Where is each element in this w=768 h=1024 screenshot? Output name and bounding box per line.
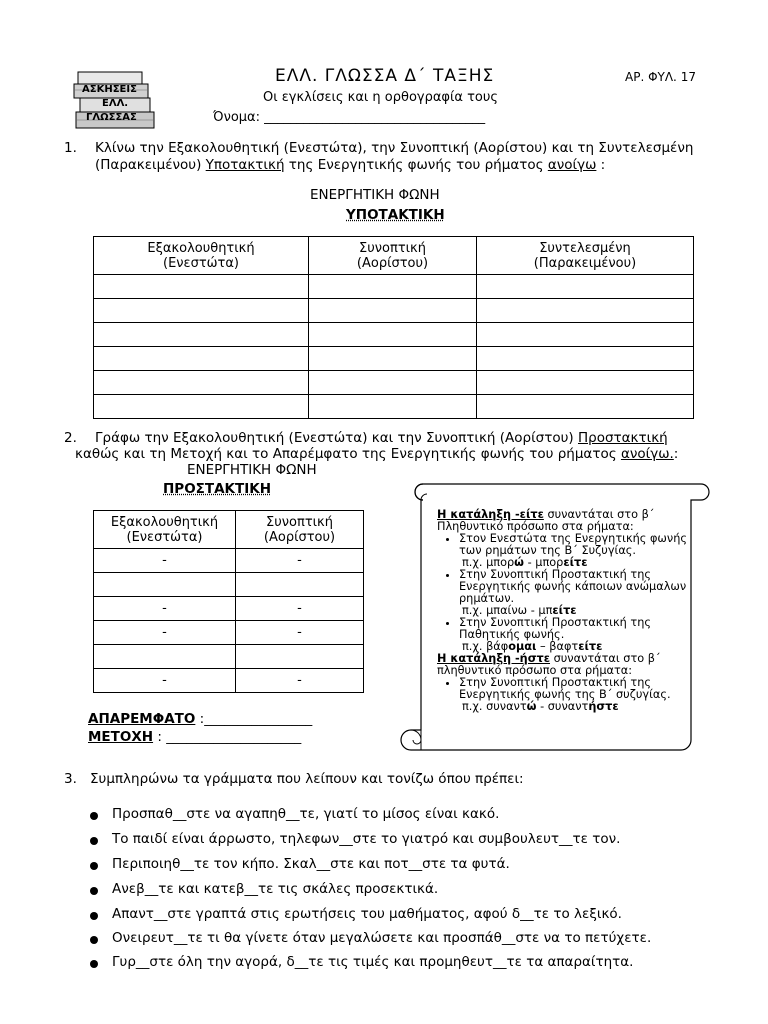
table-row xyxy=(94,549,364,573)
table-row xyxy=(94,597,364,621)
q2-col-aorist-l1: Συνοπτική xyxy=(266,514,333,530)
rule-iste-label: Η κατάληξη -ήστε xyxy=(437,652,551,665)
exercise-item[interactable]: Το παιδί είναι άρρωστο, τηλεφων__στε το γιατρό και συμβουλευτ__τε τον. xyxy=(112,831,621,847)
list-item: • Στον Ενεστώτα της Ενεργητικής φωνής των ρημάτων της Β΄ Συζυγίας. xyxy=(459,533,702,557)
exercise-item[interactable]: Περιποιηθ__τε τον κήπο. Σκαλ__στε και ποτ__στε τα φυτά. xyxy=(112,856,510,872)
q1-verb: ανοίγω xyxy=(547,157,597,173)
rule-eite-text: συναντάται στο β΄ xyxy=(543,508,655,521)
exercise-item[interactable]: Ονειρευτ__τε τι θα γίνετε όταν μεγαλώσετε και προσπάθ__στε να το πετύχετε. xyxy=(112,930,652,946)
example-ending: ώ xyxy=(526,700,537,713)
sheet-number: ΑΡ. ΦΥΛ. 17 xyxy=(625,70,696,84)
rule-iste-text: συναντάται στο β΄ xyxy=(550,652,661,665)
rule-eite-text-2: Πληθυντικό πρόσωπο στα ρήματα: xyxy=(437,520,634,533)
example-text: – βαφτ xyxy=(536,640,579,653)
example-text: π.χ. βάφ xyxy=(462,640,509,653)
answer-cell[interactable] xyxy=(94,573,236,597)
participle-label: ΜΕΤΟΧΗ xyxy=(88,729,154,745)
answer-cell[interactable] xyxy=(94,395,309,419)
name-field[interactable]: __________________________________ xyxy=(264,110,486,125)
example-ending: είτε xyxy=(552,604,577,617)
q1-col-continuous-l2: (Ενεστώτα) xyxy=(163,255,239,271)
answer-cell[interactable]: - xyxy=(94,621,236,645)
example-ending: ώ xyxy=(514,556,524,569)
q1-table-header xyxy=(94,237,694,275)
q1-line-2-text: (Παρακειμένου) xyxy=(95,157,206,173)
rules-text xyxy=(437,509,702,713)
example-4 xyxy=(437,701,702,713)
answer-cell[interactable] xyxy=(309,347,477,371)
answer-cell[interactable] xyxy=(94,323,309,347)
q2-mood-heading: ΠΡΟΣΤΑΚΤΙΚΗ xyxy=(163,481,271,497)
bullet-icon xyxy=(90,862,98,870)
table-row xyxy=(94,371,694,395)
rule-iste-text-2: πληθυντικό πρόσωπο στα ρήματα: xyxy=(437,664,633,677)
q2-line-2 xyxy=(75,446,735,463)
exercises-books-logo xyxy=(72,70,158,132)
logo-text-3: ΓΛΩΣΣΑΣ xyxy=(86,112,137,123)
participle-field[interactable]: : ____________________ xyxy=(153,729,302,745)
answer-cell[interactable] xyxy=(236,645,364,669)
table-row xyxy=(94,573,364,597)
answer-cell[interactable] xyxy=(94,275,309,299)
table-row xyxy=(94,395,694,419)
table-row xyxy=(94,275,694,299)
answer-cell[interactable] xyxy=(236,573,364,597)
q2-line-2-end: : xyxy=(673,446,679,462)
example-ending: ήστε xyxy=(588,700,619,713)
exercise-item[interactable]: Ανεβ__τε και κατεβ__τε τις σκάλες προσεκτικά. xyxy=(112,881,439,897)
worksheet-subtitle: Οι εγκλίσεις και η ορθογραφία τους xyxy=(263,90,499,105)
answer-cell[interactable] xyxy=(94,645,236,669)
table-row xyxy=(94,621,364,645)
q1-col-perfect-l1: Συντελεσμένη xyxy=(539,240,631,256)
bullet-icon xyxy=(90,960,98,968)
q2-number: 2. xyxy=(64,430,77,446)
q2-col-aorist-l2: (Αορίστου) xyxy=(263,529,336,545)
q2-line-1 xyxy=(95,430,735,447)
q2-col-continuous xyxy=(94,511,236,549)
q2-col-aorist xyxy=(236,511,364,549)
q2-table-header xyxy=(94,511,364,549)
q1-voice-heading: ΕΝΕΡΓΗΤΙΚΗ ΦΩΝΗ xyxy=(310,187,440,203)
infinitive-row xyxy=(88,711,312,727)
answer-cell[interactable] xyxy=(309,275,477,299)
rule-iste-list xyxy=(437,677,702,701)
name-label: Όνομα: xyxy=(213,110,260,125)
answer-cell[interactable]: - xyxy=(94,669,236,693)
bullet-icon xyxy=(90,837,98,845)
example-text: - συναντ xyxy=(536,700,589,713)
exercise-item[interactable]: Προσπαθ__στε να αγαπηθ__τε, γιατί το μίσος είναι κακό. xyxy=(112,806,500,822)
q1-line-2-text-b: της Ενεργητικής φωνής του ρήματος xyxy=(284,157,548,173)
answer-cell[interactable]: - xyxy=(236,621,364,645)
bullet-icon xyxy=(90,887,98,895)
q1-col-perfect xyxy=(477,237,694,275)
infinitive-field[interactable]: :________________ xyxy=(195,711,313,727)
name-row xyxy=(213,110,485,125)
q1-conjugation-table xyxy=(93,236,694,419)
bullet-icon xyxy=(90,812,98,820)
q2-col-continuous-l1: Εξακολουθητική xyxy=(110,514,219,530)
answer-cell[interactable]: - xyxy=(94,597,236,621)
list-item: • Στην Συνοπτική Προστακτική της Ενεργητικής φωνής της Β΄ συζυγίας. xyxy=(459,677,702,701)
table-row xyxy=(94,645,364,669)
exercise-item[interactable]: Γυρ__στε όλη την αγορά, δ__τε τις τιμές και προμηθευτ__τε τα απαραίτητα. xyxy=(112,954,634,970)
bullet-icon xyxy=(90,936,98,944)
participle-row xyxy=(88,729,301,745)
worksheet-title: ΕΛΛ. ΓΛΩΣΣΑ Δ΄ ΤΑΞΗΣ xyxy=(275,66,495,86)
q1-col-aorist-l2: (Αορίστου) xyxy=(356,255,429,271)
example-ending: είτε xyxy=(578,640,603,653)
rule-eite-list xyxy=(437,533,702,557)
table-row xyxy=(94,299,694,323)
answer-cell[interactable] xyxy=(309,323,477,347)
answer-cell[interactable] xyxy=(477,395,694,419)
bullet-icon xyxy=(90,912,98,920)
list-item: • Στην Συνοπτική Προστακτική της Ενεργητικής φωνής κάποιων ανώμαλων ρημάτων. xyxy=(459,569,702,605)
q3-instruction: Συμπληρώνω τα γράμματα που λείπουν και τονίζω όπου πρέπει: xyxy=(90,771,524,787)
q2-voice-heading: ΕΝΕΡΓΗΤΙΚΗ ΦΩΝΗ xyxy=(187,462,317,478)
q2-col-continuous-l2: (Ενεστώτα) xyxy=(126,529,203,545)
rule-eite-list-3 xyxy=(437,617,702,641)
answer-cell[interactable] xyxy=(477,275,694,299)
q1-line-2-end: : xyxy=(596,157,606,173)
answer-cell[interactable] xyxy=(309,299,477,323)
q1-col-continuous-l1: Εξακολουθητική xyxy=(147,240,255,256)
q1-col-aorist xyxy=(309,237,477,275)
logo-text-2: ΕΛΛ. xyxy=(102,98,129,109)
example-ending: ομαι xyxy=(508,640,537,653)
q3-number: 3. xyxy=(64,771,77,787)
q1-col-perfect-l2: (Παρακειμένου) xyxy=(533,255,637,271)
q2-imperative-table xyxy=(93,510,364,693)
q2-mood-word: Προστακτική xyxy=(577,430,668,446)
answer-cell[interactable]: - xyxy=(94,549,236,573)
table-row xyxy=(94,669,364,693)
q2-verb: ανοίγω. xyxy=(620,446,674,462)
q1-line-2 xyxy=(95,157,735,174)
example-text: π.χ. μπορ xyxy=(462,556,515,569)
list-item: • Στην Συνοπτική Προστακτική της Παθητικής φωνής. xyxy=(459,617,702,641)
q1-mood-heading: ΥΠΟΤΑΚΤΙΚΗ xyxy=(346,207,445,223)
answer-cell[interactable] xyxy=(94,371,309,395)
answer-cell[interactable] xyxy=(309,371,477,395)
example-ending: είτε xyxy=(563,556,588,569)
answer-cell[interactable] xyxy=(477,347,694,371)
answer-cell[interactable] xyxy=(477,323,694,347)
exercise-item[interactable]: Απαντ__στε γραπτά στις ερωτήσεις του μαθήματος, αφού δ__τε το λεξικό. xyxy=(112,906,622,922)
example-text: π.χ. μπαίνω - μπ xyxy=(462,604,553,617)
answer-cell[interactable]: - xyxy=(236,669,364,693)
rule-eite-list-2 xyxy=(437,569,702,605)
answer-cell[interactable] xyxy=(477,299,694,323)
q2-line-2-text: καθώς και τη Μετοχή και το Απαρέμφατο της Ενεργητικής φωνής του ρήματος xyxy=(75,446,621,462)
q1-number: 1. xyxy=(64,140,77,156)
q1-line-1: Κλίνω την Εξακολουθητική (Ενεστώτα), την Συνοπτική (Αορίστου) και τη Συντελεσμένη xyxy=(95,140,694,156)
rule-eite-label: Η κατάληξη -είτε xyxy=(437,508,544,521)
q1-mood-word: Υποτακτική xyxy=(205,157,285,173)
table-row xyxy=(94,347,694,371)
answer-cell[interactable]: - xyxy=(236,549,364,573)
q1-col-aorist-l1: Συνοπτική xyxy=(359,240,426,256)
answer-cell[interactable] xyxy=(94,299,309,323)
infinitive-label: ΑΠΑΡΕΜΦΑΤΟ xyxy=(88,711,196,727)
answer-cell[interactable] xyxy=(309,395,477,419)
example-text: - μπορ xyxy=(524,556,564,569)
answer-cell[interactable] xyxy=(477,371,694,395)
answer-cell[interactable]: - xyxy=(236,597,364,621)
example-text: π.χ. συναντ xyxy=(462,700,527,713)
answer-cell[interactable] xyxy=(94,347,309,371)
table-row xyxy=(94,323,694,347)
q1-col-continuous xyxy=(94,237,309,275)
logo-text-1: ΑΣΚΗΣΕΙΣ xyxy=(82,84,137,95)
q2-line-1-text: Γράφω την Εξακολουθητική (Ενεστώτα) και την Συνοπτική (Αορίστου) xyxy=(95,430,578,446)
